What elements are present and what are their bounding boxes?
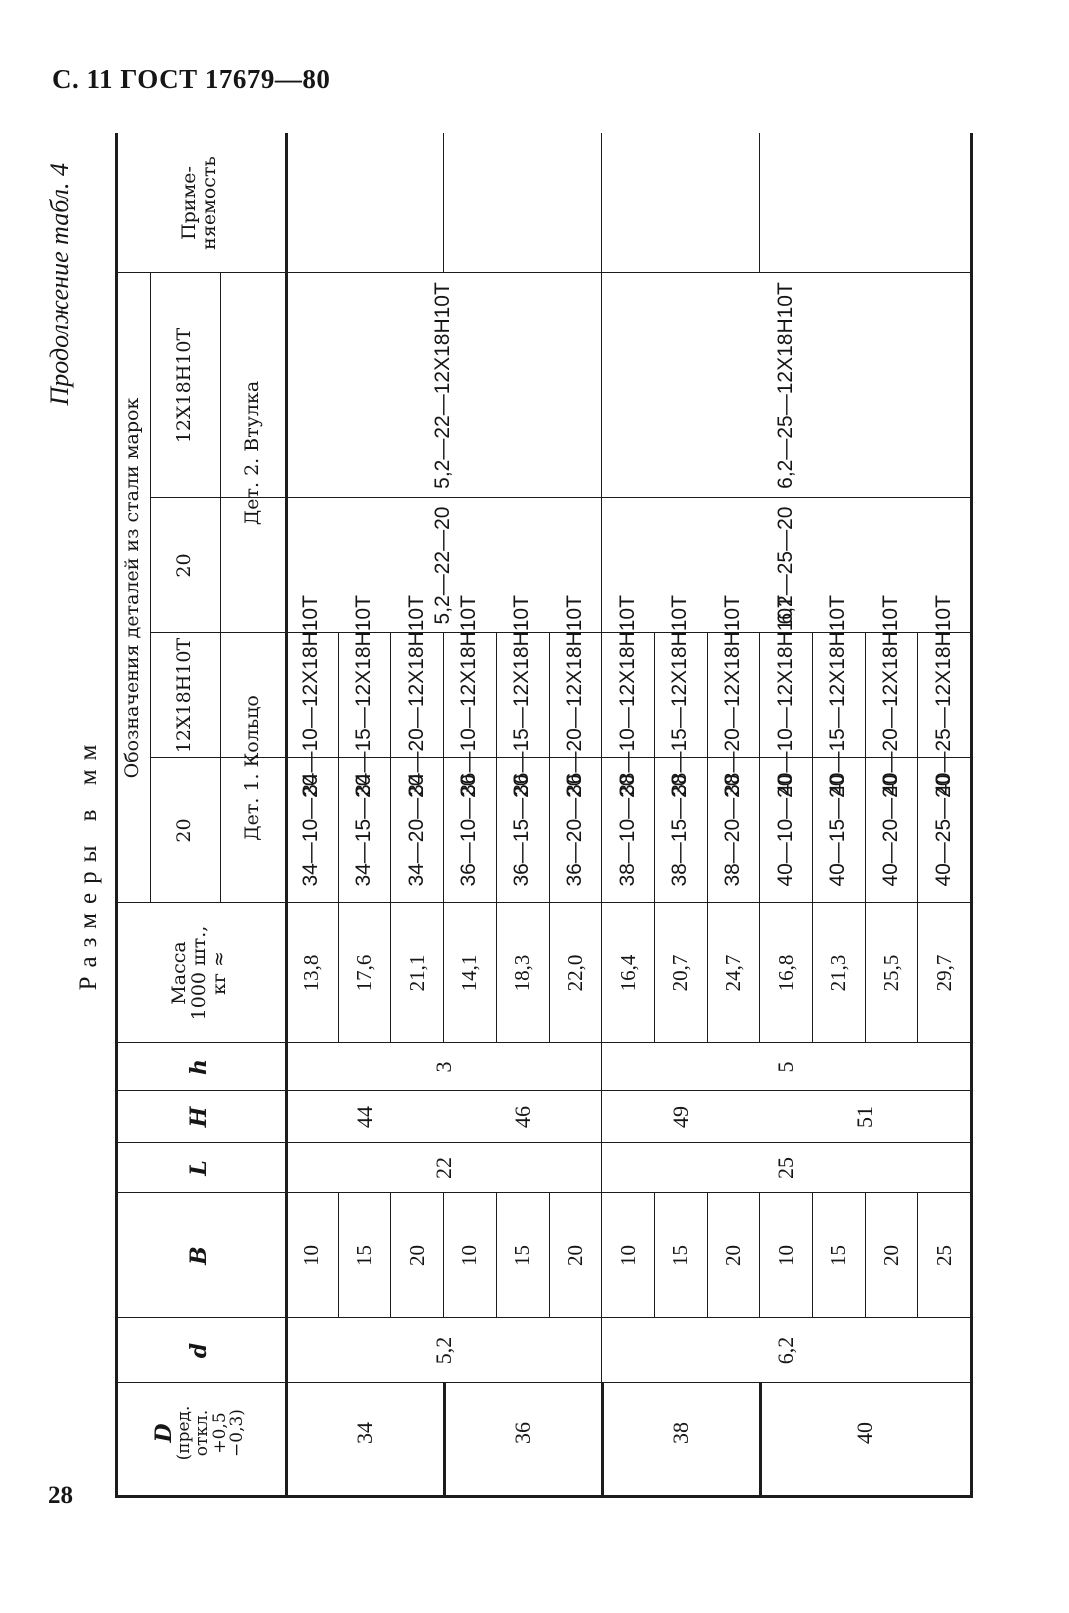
row-divider — [496, 1193, 497, 1318]
page-number: 28 — [48, 1482, 73, 1509]
ring-designation-12x18: 40—20—12Х18Н10Т — [879, 595, 902, 796]
header-ring-steel-20: 20 — [173, 818, 196, 843]
header-D-note-4: −0,3) — [227, 1409, 248, 1457]
ring-designation-20: 34—10—20 — [299, 774, 323, 887]
header-D-note-1: (пред. — [173, 1405, 194, 1461]
mass-value: 24,7 — [720, 954, 745, 992]
B-value: 15 — [352, 1245, 376, 1266]
row-divider — [496, 633, 497, 1043]
header-sub-border — [150, 273, 151, 903]
header-part-2: Дет. 2. Втулка — [240, 380, 263, 526]
header-mass-line-2: 1000 шт., — [188, 925, 211, 1021]
ring-designation-20: 34—20—20 — [404, 774, 428, 887]
applicability-divider — [285, 133, 286, 273]
D-value: 38 — [667, 1422, 693, 1444]
B-value: 20 — [404, 1245, 429, 1266]
sleeve-designation-20: 5,2—22—20 — [431, 506, 455, 625]
row-divider — [443, 633, 444, 1043]
ring-designation-12x18: 36—10—12Х18Н10Т — [457, 595, 481, 796]
mass-value: 16,4 — [615, 954, 640, 992]
group-divider — [759, 1383, 762, 1498]
H-value: 44 — [351, 1106, 377, 1128]
rotated-table-frame — [0, 133, 1069, 1613]
L-value: 25 — [773, 1157, 799, 1179]
header-sleeve-steel-12x18: 12Х18Н10Т — [173, 327, 196, 444]
B-value: 20 — [562, 1245, 587, 1266]
B-value: 20 — [879, 1245, 903, 1266]
row-divider — [707, 633, 708, 1043]
L-value: 22 — [430, 1157, 456, 1179]
ring-designation-20: 38—15—20 — [668, 774, 692, 887]
ring-designation-20: 40—10—20 — [773, 774, 797, 887]
row-divider — [654, 1193, 655, 1318]
row-divider — [707, 1193, 708, 1318]
row-divider — [549, 1193, 550, 1318]
mass-value: 25,5 — [879, 954, 903, 992]
header-h: h — [186, 1059, 213, 1075]
mass-value: 13,8 — [299, 954, 324, 992]
header-mass-line-1: Масса — [168, 941, 191, 1005]
data-table — [0, 133, 1069, 1613]
table-title: Размеры в мм — [75, 735, 102, 991]
H-value: 49 — [667, 1106, 693, 1128]
ring-designation-12x18: 34—20—12Х18Н10Т — [404, 595, 428, 796]
row-divider — [812, 633, 813, 1043]
B-value: 10 — [299, 1245, 324, 1266]
ring-designation-20: 38—10—20 — [615, 774, 639, 887]
ring-designation-12x18: 40—25—12Х18Н10Т — [931, 595, 955, 796]
group-divider — [443, 1383, 446, 1498]
H-value: 51 — [852, 1106, 878, 1128]
applicability-divider — [759, 133, 760, 273]
h-value: 3 — [430, 1061, 456, 1073]
ring-designation-20: 40—25—20 — [931, 774, 955, 887]
ring-designation-20: 40—15—20 — [826, 774, 850, 887]
header-B: B — [186, 1246, 213, 1265]
header-L: L — [186, 1160, 213, 1176]
header-mass — [115, 903, 285, 1043]
header-sleeve-steel-20: 20 — [173, 553, 196, 578]
header-mass-line-3: кг ≈ — [207, 951, 230, 995]
table-top-border — [115, 133, 118, 1498]
ring-designation-12x18: 36—15—12Х18Н10Т — [510, 595, 534, 796]
mass-value: 21,3 — [826, 954, 851, 992]
ring-designation-12x18: 40—15—12Х18Н10Т — [826, 595, 850, 796]
mass-value: 16,8 — [773, 954, 798, 992]
table-left-border — [115, 1495, 970, 1498]
mass-value: 18,3 — [510, 954, 535, 992]
row-divider — [338, 1193, 339, 1318]
B-value: 10 — [457, 1245, 482, 1266]
row-divider — [865, 633, 866, 1043]
header-designations: Обозначения деталей из стали марок — [120, 397, 143, 779]
D-value: 34 — [351, 1422, 377, 1444]
group-divider — [601, 1383, 604, 1498]
ring-designation-12x18: 40—10—12Х18Н10Т — [773, 595, 797, 796]
applicability-divider — [443, 133, 444, 273]
H-value: 46 — [509, 1106, 535, 1128]
ring-designation-12x18: 38—15—12Х18Н10Т — [668, 595, 692, 796]
B-value: 25 — [931, 1245, 956, 1266]
ring-designation-20: 40—20—20 — [879, 774, 902, 887]
ring-designation-20: 36—15—20 — [510, 774, 534, 887]
ring-designation-12x18: 38—10—12Х18Н10Т — [615, 595, 639, 796]
row-divider — [917, 1193, 918, 1318]
header-D-note-2: откл. — [191, 1409, 212, 1457]
header-D — [115, 1383, 285, 1483]
header-ring-steel-12x18: 12Х18Н10Т — [173, 637, 196, 754]
header-H: H — [186, 1106, 213, 1128]
mass-value: 21,1 — [404, 954, 429, 992]
header-steel-border — [220, 273, 221, 903]
row-divider — [865, 1193, 866, 1318]
h-value: 5 — [773, 1061, 799, 1073]
row-divider — [759, 1193, 760, 1318]
ring-designation-12x18: 36—20—12Х18Н10Т — [562, 595, 586, 796]
B-value: 15 — [826, 1245, 851, 1266]
row-divider — [390, 633, 391, 1043]
mass-value: 22,0 — [562, 954, 587, 992]
B-value: 15 — [668, 1245, 693, 1266]
header-D-note-3: +0,5 — [209, 1412, 230, 1454]
header-d: d — [186, 1342, 213, 1359]
row-divider — [601, 633, 602, 1043]
ring-designation-20: 34—15—20 — [352, 774, 375, 887]
row-divider — [601, 1193, 602, 1318]
sleeve-designation-20: 6,2—25—20 — [773, 506, 797, 625]
ring-designation-20: 36—10—20 — [457, 774, 481, 887]
ring-designation-20: 38—20—20 — [720, 774, 744, 887]
sleeve-designation-12x18: 5,2—22—12Х18Н10Т — [431, 282, 455, 489]
row-divider — [338, 633, 339, 1043]
page-header: С. 11 ГОСТ 17679—80 — [52, 64, 331, 94]
B-value: 10 — [615, 1245, 640, 1266]
ring-designation-20: 36—20—20 — [562, 774, 586, 887]
ring-designation-12x18: 38—20—12Х18Н10Т — [720, 595, 744, 796]
d-value: 5,2 — [430, 1336, 456, 1365]
row-divider — [549, 633, 550, 1043]
header-applicability-line-1: Приме- — [178, 166, 201, 240]
table-bottom-border — [970, 133, 973, 1498]
d-value: 6,2 — [773, 1336, 799, 1365]
B-value: 10 — [773, 1245, 798, 1266]
sleeve-divider-2 — [601, 273, 602, 633]
mass-value: 20,7 — [668, 954, 693, 992]
header-D-label: D — [150, 1423, 177, 1443]
ring-designation-12x18: 34—15—12Х18Н10Т — [352, 595, 375, 796]
D-value: 40 — [852, 1422, 878, 1444]
row-divider — [390, 1193, 391, 1318]
B-value: 20 — [720, 1245, 745, 1266]
row-divider — [443, 1193, 444, 1318]
header-applicability-line-2: няемость — [198, 156, 220, 250]
mass-value: 14,1 — [457, 954, 482, 992]
row-divider — [759, 633, 760, 1043]
row-divider — [654, 633, 655, 1043]
row-divider — [812, 1193, 813, 1318]
header-part-1: Дет. 1. Кольцо — [240, 695, 263, 841]
row-divider — [917, 633, 918, 1043]
mass-value: 17,6 — [352, 954, 376, 992]
B-value: 15 — [510, 1245, 535, 1266]
mass-value: 29,7 — [931, 954, 956, 992]
D-value: 36 — [509, 1422, 535, 1444]
applicability-divider — [601, 133, 602, 273]
sleeve-designation-12x18: 6,2—25—12Х18Н10Т — [773, 282, 797, 489]
header-applicability — [115, 133, 285, 273]
table-continuation-caption: Продолжение табл. 4 — [45, 163, 74, 406]
ring-designation-12x18: 34—10—12Х18Н10Т — [299, 595, 323, 796]
